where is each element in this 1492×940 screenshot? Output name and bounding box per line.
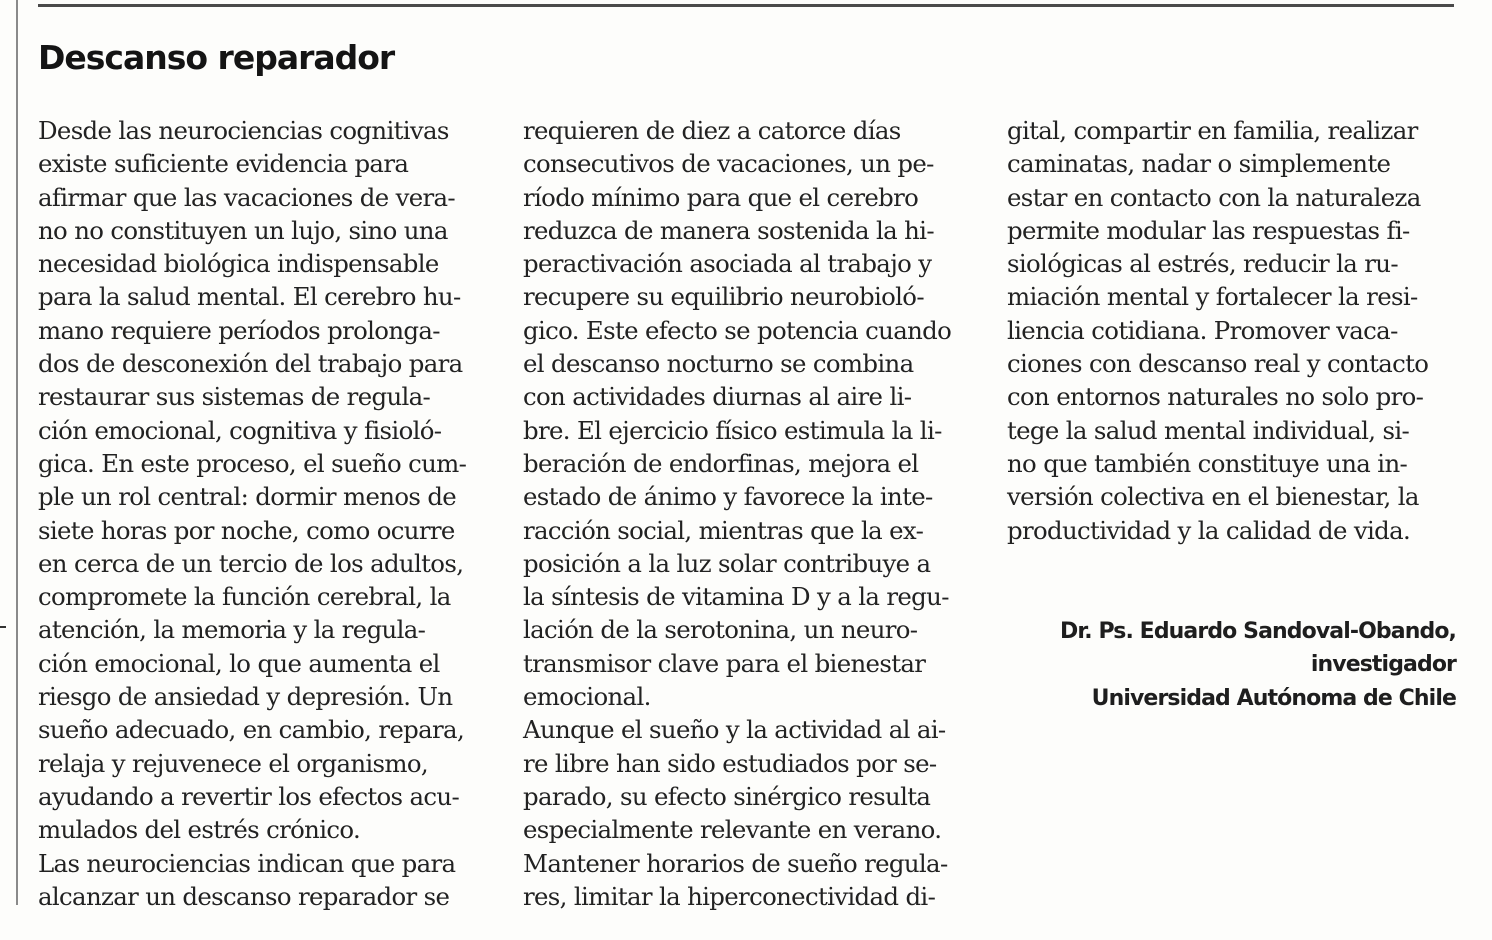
text-line: ple un rol central: dormir menos de bbox=[38, 482, 457, 512]
text-line: peractivación asociada al trabajo y bbox=[523, 249, 932, 279]
text-line: tege la salud mental individual, si- bbox=[1007, 415, 1410, 445]
text-line: dos de desconexión del trabajo para bbox=[38, 349, 463, 379]
text-line: lación de la serotonina, un neuro- bbox=[523, 615, 918, 645]
text-line: re libre han sido estudiados por se- bbox=[523, 748, 937, 778]
text-line: ríodo mínimo para que el cerebro bbox=[523, 182, 919, 212]
text-line: riesgo de ansiedad y depresión. Un bbox=[38, 682, 453, 712]
text-line: ción emocional, cognitiva y fisioló- bbox=[38, 415, 442, 445]
text-line: existe suficiente evidencia para bbox=[38, 149, 409, 179]
text-line: sueño adecuado, en cambio, repara, bbox=[38, 715, 465, 745]
text-line: liencia cotidiana. Promover vaca- bbox=[1007, 315, 1398, 345]
text-line: Mantener horarios de sueño regula- bbox=[523, 848, 948, 878]
text-line: caminatas, nadar o simplemente bbox=[1007, 149, 1391, 179]
text-line: no no constituyen un lujo, sino una bbox=[38, 215, 448, 245]
text-line: gica. En este proceso, el sueño cum- bbox=[38, 448, 467, 478]
text-line: productividad y la calidad de vida. bbox=[1007, 515, 1411, 545]
text-line: alcanzar un descanso reparador se bbox=[38, 881, 450, 911]
text-line: Aunque el sueño y la actividad al ai- bbox=[523, 715, 946, 745]
text-line: no que también constituye una in- bbox=[1007, 448, 1408, 478]
text-line: con entornos naturales no solo pro- bbox=[1007, 382, 1424, 412]
text-line: ciones con descanso real y contacto bbox=[1007, 349, 1429, 379]
text-line: mano requiere períodos prolonga- bbox=[38, 315, 440, 345]
text-line: bre. El ejercicio físico estimula la li- bbox=[523, 415, 942, 445]
text-line: estar en contacto con la naturaleza bbox=[1007, 182, 1421, 212]
text-line: beración de endorfinas, mejora el bbox=[523, 448, 919, 478]
text-line: ción emocional, lo que aumenta el bbox=[38, 648, 440, 678]
text-line: reduzca de manera sostenida la hi- bbox=[523, 215, 934, 245]
text-line: el descanso nocturno se combina bbox=[523, 349, 914, 379]
text-line: recupere su equilibrio neurobioló- bbox=[523, 282, 924, 312]
text-line: Las neurociencias indican que para bbox=[38, 848, 456, 878]
author-name: Dr. Ps. Eduardo Sandoval-Obando, bbox=[1060, 619, 1456, 644]
text-line: ayudando a revertir los efectos acu- bbox=[38, 781, 460, 811]
text-line: siete horas por noche, como ocurre bbox=[38, 515, 455, 545]
text-line: con actividades diurnas al aire li- bbox=[523, 382, 912, 412]
text-line: Desde las neurociencias cognitivas bbox=[38, 116, 449, 145]
text-line: versión colectiva en el bienestar, la bbox=[1007, 482, 1419, 512]
text-line: relaja y rejuvenece el organismo, bbox=[38, 748, 429, 778]
text-line: en cerca de un tercio de los adultos, bbox=[38, 548, 464, 578]
text-line: posición a la luz solar contribuye a bbox=[523, 548, 931, 578]
text-line: miación mental y fortalecer la resi- bbox=[1007, 282, 1418, 312]
author-signature bbox=[1060, 615, 1456, 715]
text-line: permite modular las respuestas fi- bbox=[1007, 215, 1410, 245]
article-column-2 bbox=[523, 114, 983, 913]
article-title: Descanso reparador bbox=[38, 38, 395, 77]
text-line: consecutivos de vacaciones, un pe- bbox=[523, 149, 934, 179]
article-column-1 bbox=[38, 114, 498, 913]
text-line: siológicas al estrés, reducir la ru- bbox=[1007, 249, 1398, 279]
column-rule bbox=[16, 0, 18, 905]
text-line: atención, la memoria y la regula- bbox=[38, 615, 426, 645]
text-line: especialmente relevante en verano. bbox=[523, 815, 942, 845]
text-line: necesidad biológica indispensable bbox=[38, 249, 439, 279]
text-line: gital, compartir en familia, realizar bbox=[1007, 116, 1418, 145]
text-line: mulados del estrés crónico. bbox=[38, 815, 361, 845]
text-line: requieren de diez a catorce días bbox=[523, 116, 901, 145]
text-line: afirmar que las vacaciones de vera- bbox=[38, 182, 456, 212]
text-line: emocional. bbox=[523, 682, 651, 712]
text-line: racción social, mientras que la ex- bbox=[523, 515, 924, 545]
top-rule bbox=[38, 4, 1454, 7]
text-line: la síntesis de vitamina D y a la regu- bbox=[523, 582, 949, 612]
article-column-3 bbox=[1007, 114, 1467, 547]
text-line: restaurar sus sistemas de regula- bbox=[38, 382, 431, 412]
text-line: gico. Este efecto se potencia cuando bbox=[523, 315, 952, 345]
margin-mark bbox=[0, 626, 6, 628]
text-line: estado de ánimo y favorece la inte- bbox=[523, 482, 933, 512]
text-line: compromete la función cerebral, la bbox=[38, 582, 451, 612]
author-affiliation: Universidad Autónoma de Chile bbox=[1091, 685, 1456, 711]
text-line: transmisor clave para el bienestar bbox=[523, 648, 926, 678]
text-line: res, limitar la hiperconectividad di- bbox=[523, 881, 936, 911]
author-role: investigador bbox=[1310, 652, 1456, 678]
text-line: para la salud mental. El cerebro hu- bbox=[38, 282, 461, 312]
text-line: parado, su efecto sinérgico resulta bbox=[523, 781, 931, 811]
